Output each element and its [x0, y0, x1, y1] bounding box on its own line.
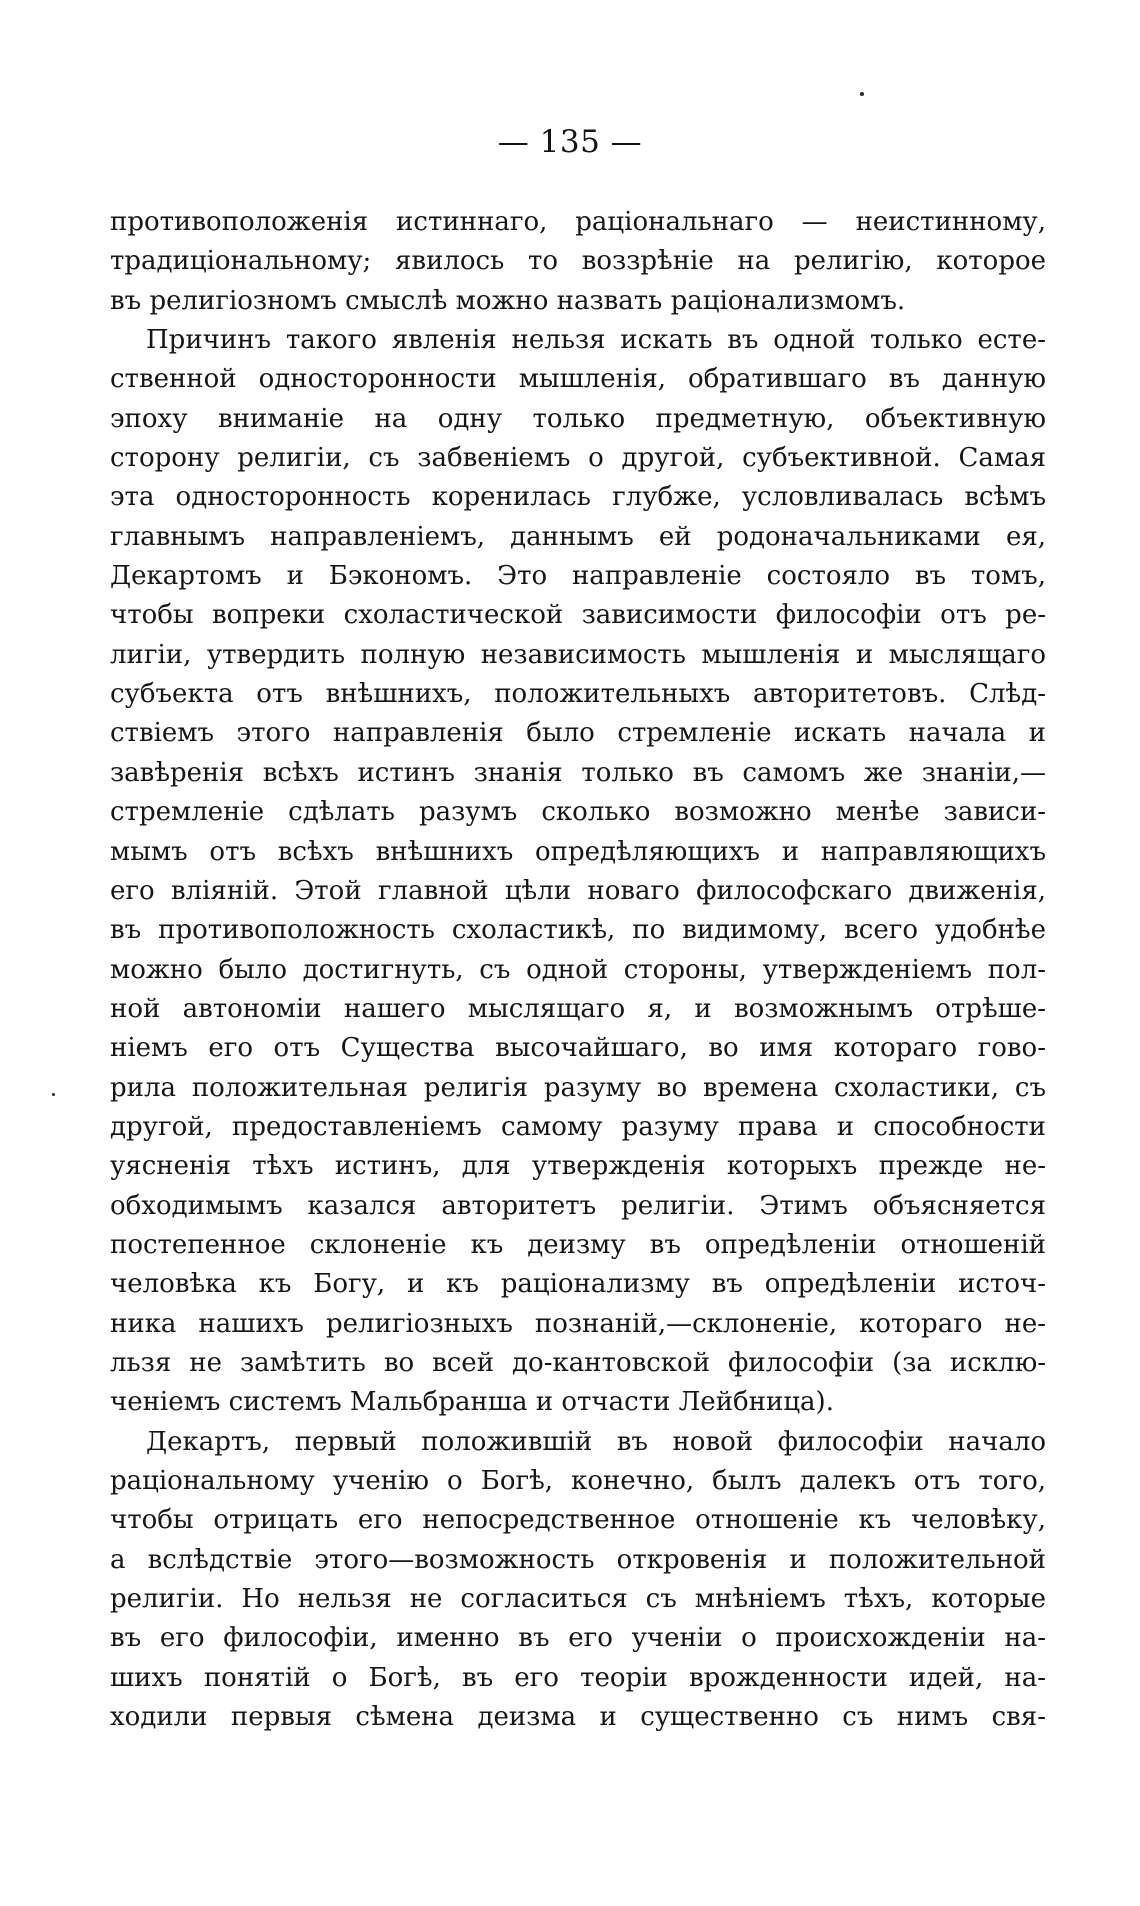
text-line: субъекта отъ внѣшнихъ, положительныхъ авторитетовъ. Слѣд- [110, 679, 1046, 710]
text-line: лигіи, утвердить полную независимость мышленія и мыслящаго [110, 639, 1046, 670]
text-line: ной автономіи нашего мыслящаго я, и возможнымъ отрѣше- [110, 993, 1046, 1024]
text-line: эта односторонность коренилась глубже, условливалась всѣмъ [110, 482, 1046, 513]
text-line: ственной односторонности мышленія, обратившаго въ данную [110, 364, 1046, 395]
text-line: въ противоположность схоластикѣ, по видимому, всего удобнѣе [110, 915, 1046, 946]
page-number: — 135 — [497, 124, 643, 160]
text-line: его вліяній. Этой главной цѣли новаго философскаго движенія, [110, 875, 1046, 906]
text-line: ствіемъ этого направленія было стремленіе искать начала и [110, 718, 1046, 749]
text-line: завѣренія всѣхъ истинъ знанія только въ самомъ же знаніи,— [110, 757, 1046, 788]
text-line: шихъ понятій о Богѣ, въ его теоріи врожденности идей, на- [110, 1662, 1046, 1693]
text-line: главнымъ направленіемъ, даннымъ ей родоначальниками ея, [110, 521, 1046, 552]
text-line: религіи. Но нельзя не согласиться съ мнѣніемъ тѣхъ, которые [110, 1584, 1046, 1615]
text-line: постепенное склоненіе къ деизму въ опредѣленіи отношеній [110, 1229, 1046, 1260]
text-line: раціональному ученію о Богѣ, конечно, былъ далекъ отъ того, [110, 1466, 1046, 1496]
text-line: чтобы вопреки схоластической зависимости философіи отъ ре- [110, 600, 1046, 631]
text-line: Причинъ такого явленія нельзя искать въ одной только есте- [146, 325, 1046, 356]
text-line: обходимымъ казался авторитетъ религіи. Этимъ объясняется [110, 1190, 1046, 1221]
text-line: ходили первыя сѣмена деизма и существенно съ нимъ свя- [110, 1702, 1046, 1733]
print-speck [860, 92, 864, 96]
text-line: противоположенія истиннаго, раціональнаго — неистинному, [110, 207, 1046, 237]
body-text [110, 203, 1046, 1737]
print-speck [52, 1093, 55, 1096]
text-line: ніемъ его отъ Существа высочайшаго, во имя котораго гово- [110, 1033, 1046, 1064]
text-line: а вслѣдствіе этого—возможность откровенія и положительной [110, 1544, 1046, 1575]
text-line: можно было достигнуть, съ одной стороны, утвержденіемъ пол- [110, 954, 1046, 985]
text-line: уясненія тѣхъ истинъ, для утвержденія которыхъ прежде не- [110, 1151, 1046, 1182]
text-line: стремленіе сдѣлать разумъ сколько возможно менѣе зависи- [110, 797, 1046, 828]
text-line: ченіемъ системъ Мальбранша и отчасти Лейбница). [110, 1387, 834, 1418]
text-line: въ его философіи, именно въ его ученіи о происхожденіи на- [110, 1623, 1046, 1654]
text-line: чтобы отрицать его непосредственное отношеніе къ человѣку, [110, 1505, 1046, 1536]
text-line: Декартъ, первый положившій въ новой философіи начало [146, 1426, 1046, 1457]
text-line: сторону религіи, съ забвеніемъ о другой, субъективной. Самая [110, 443, 1046, 474]
text-line: эпоху вниманіе на одну только предметную, объективную [110, 403, 1046, 434]
text-line: человѣка къ Богу, и къ раціонализму въ опредѣленіи источ- [110, 1269, 1046, 1300]
text-line: традиціональному; явилось то воззрѣніе на религію, которое [110, 246, 1046, 277]
text-line: мымъ отъ всѣхъ внѣшнихъ опредѣляющихъ и направляющихъ [110, 836, 1046, 867]
text-line: ника нашихъ религіозныхъ познаній,—склоненіе, котораго не- [110, 1308, 1046, 1339]
text-line: Декартомъ и Бэкономъ. Это направленіе состояло въ томъ, [110, 561, 1046, 592]
text-line: въ религіозномъ смыслѣ можно назвать раціонализмомъ. [110, 285, 906, 316]
text-line: рила положительная религія разуму во времена схоластики, съ [110, 1072, 1046, 1103]
text-line: льзя не замѣтить во всей до-кантовской философіи (за исклю- [110, 1347, 1046, 1378]
text-line: другой, предоставленіемъ самому разуму права и способности [110, 1111, 1046, 1142]
